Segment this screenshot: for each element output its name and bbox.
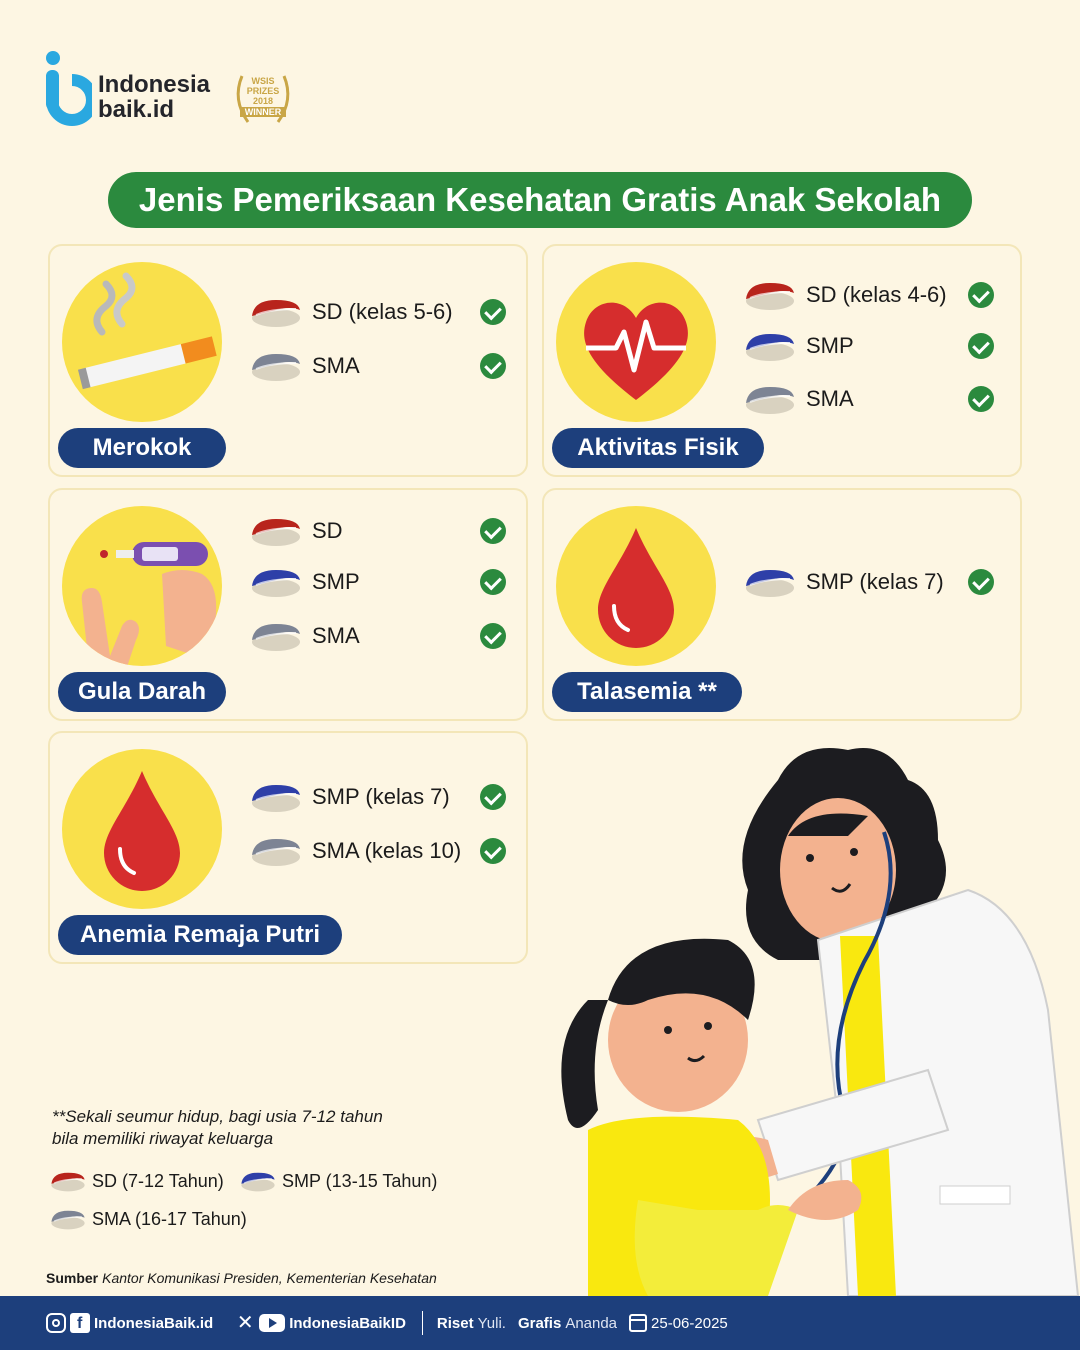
brand-logo: [44, 50, 314, 140]
sd-cap-icon: [50, 1169, 86, 1193]
heart-pulse-icon: [556, 262, 716, 422]
instagram-icon: [46, 1313, 66, 1333]
row-aktivitas-0-text: SD (kelas 4-6): [806, 282, 947, 307]
check-icon: [480, 569, 506, 595]
anemia-icon-circle: [62, 749, 222, 909]
source-text: Kantor Komunikasi Presiden, Kementerian Kesehatan: [102, 1270, 437, 1286]
talasemia-icon-circle: [556, 506, 716, 666]
legend-smp-text: SMP (13-15 Tahun): [282, 1170, 438, 1191]
footer-grafis-label: Grafis: [517, 1314, 562, 1332]
label-anemia: Anemia Remaja Putri: [58, 915, 342, 955]
row-gula-0: [250, 513, 343, 549]
award-line1: WSIS: [251, 76, 275, 86]
smp-cap-icon: [250, 781, 302, 813]
footer-riset-name: Yuli.: [477, 1314, 506, 1332]
legend-sma: [50, 1204, 247, 1234]
brand-name-line2: baik.id: [98, 96, 175, 123]
sd-cap-icon: [250, 296, 302, 328]
row-gula-1: [250, 564, 360, 600]
row-gula-2: [250, 618, 360, 654]
child-ponytail: [561, 1000, 608, 1128]
legend-smp: [240, 1166, 437, 1196]
row-merokok-1-text: SMA: [312, 353, 360, 378]
card-talasemia: [542, 488, 1022, 721]
blood-drop-icon: [62, 749, 222, 909]
row-merokok-0-text: SD (kelas 5-6): [312, 299, 453, 324]
page-title: Jenis Pemeriksaan Kesehatan Gratis Anak Sekolah: [108, 172, 972, 228]
footer-handle2: IndonesiaBaikID: [289, 1314, 406, 1332]
row-talasemia-0-text: SMP (kelas 7): [806, 569, 944, 594]
footer-social-2[interactable]: [235, 1313, 406, 1333]
smp-cap-icon: [744, 566, 796, 598]
label-merokok: Merokok: [58, 428, 226, 468]
sma-cap-icon: [250, 620, 302, 652]
check-icon: [968, 569, 994, 595]
row-gula-2-text: SMA: [312, 623, 360, 648]
check-icon: [480, 299, 506, 325]
blood-drop-icon: [556, 506, 716, 666]
card-merokok: [48, 244, 528, 477]
gula-icon-circle: [62, 506, 222, 666]
row-gula-0-text: SD: [312, 518, 343, 543]
card-anemia: [48, 731, 528, 964]
footnote-line1: **Sekali seumur hidup, bagi usia 7-12 tahun: [52, 1107, 383, 1126]
check-icon: [480, 838, 506, 864]
check-icon: [480, 353, 506, 379]
brand-name-line1: Indonesia: [98, 71, 211, 98]
row-anemia-0-text: SMP (kelas 7): [312, 784, 450, 809]
sd-cap-icon: [250, 515, 302, 547]
row-talasemia-0: [744, 564, 944, 600]
source-note: [46, 1270, 437, 1286]
row-anemia-1-text: SMA (kelas 10): [312, 838, 462, 863]
sma-cap-icon: [50, 1207, 86, 1231]
legend-sd-text: SD (7-12 Tahun): [92, 1170, 224, 1191]
row-anemia-0: [250, 779, 450, 815]
doctor-child-illustration: [548, 740, 1080, 1296]
label-aktivitas-fisik: Aktivitas Fisik: [552, 428, 764, 468]
wsis-award-badge: [230, 66, 296, 132]
sma-cap-icon: [250, 835, 302, 867]
label-gula-darah: Gula Darah: [58, 672, 226, 712]
card-gula-darah: [48, 488, 528, 721]
aktivitas-icon-circle: [556, 262, 716, 422]
row-aktivitas-1-text: SMP: [806, 333, 854, 358]
facebook-icon: f: [70, 1313, 90, 1333]
check-icon: [968, 282, 994, 308]
sma-cap-icon: [250, 350, 302, 382]
check-icon: [968, 386, 994, 412]
row-merokok-0: [250, 294, 453, 330]
cigarette-icon: [62, 262, 222, 422]
legend-sma-text: SMA (16-17 Tahun): [92, 1208, 247, 1229]
smp-cap-icon: [250, 566, 302, 598]
sd-cap-icon: [744, 279, 796, 311]
brand-name: [98, 72, 210, 122]
row-aktivitas-0: [744, 277, 947, 313]
footnote-line2: bila memiliki riwayat keluarga: [52, 1129, 274, 1148]
row-merokok-1: [250, 348, 360, 384]
award-line4: WINNER: [240, 107, 286, 117]
card-aktivitas-fisik: [542, 244, 1022, 477]
footer-date: 25-06-2025: [651, 1314, 728, 1332]
row-anemia-1: [250, 833, 461, 869]
label-talasemia: Talasemia **: [552, 672, 742, 712]
footer-bar: [0, 1296, 1080, 1350]
award-line3: 2018: [252, 96, 274, 106]
row-aktivitas-2-text: SMA: [806, 386, 854, 411]
check-icon: [480, 623, 506, 649]
sma-cap-icon: [744, 383, 796, 415]
check-icon: [968, 333, 994, 359]
footnote: [52, 1106, 472, 1150]
calendar-icon: [629, 1314, 647, 1332]
smp-cap-icon: [240, 1169, 276, 1193]
source-label: Sumber: [46, 1270, 99, 1286]
row-gula-1-text: SMP: [312, 569, 360, 594]
indonesiabaik-logo-icon: [44, 50, 92, 128]
merokok-icon-circle: [62, 262, 222, 422]
check-icon: [480, 518, 506, 544]
footer-grafis-name: Ananda: [565, 1314, 618, 1332]
footer-riset-label: Riset: [436, 1314, 474, 1332]
row-aktivitas-1: [744, 328, 854, 364]
footer-divider: [422, 1311, 423, 1335]
glucometer-icon: [62, 506, 222, 666]
check-icon: [480, 784, 506, 810]
footer-handle1: IndonesiaBaik.id: [94, 1314, 214, 1332]
award-line2: PRIZES: [246, 86, 280, 96]
smp-cap-icon: [744, 330, 796, 362]
x-twitter-icon: ✕: [236, 1312, 254, 1334]
legend-sd: [50, 1166, 224, 1196]
youtube-icon: [259, 1314, 285, 1332]
footer-social-1[interactable]: [46, 1313, 213, 1333]
row-aktivitas-2: [744, 381, 854, 417]
